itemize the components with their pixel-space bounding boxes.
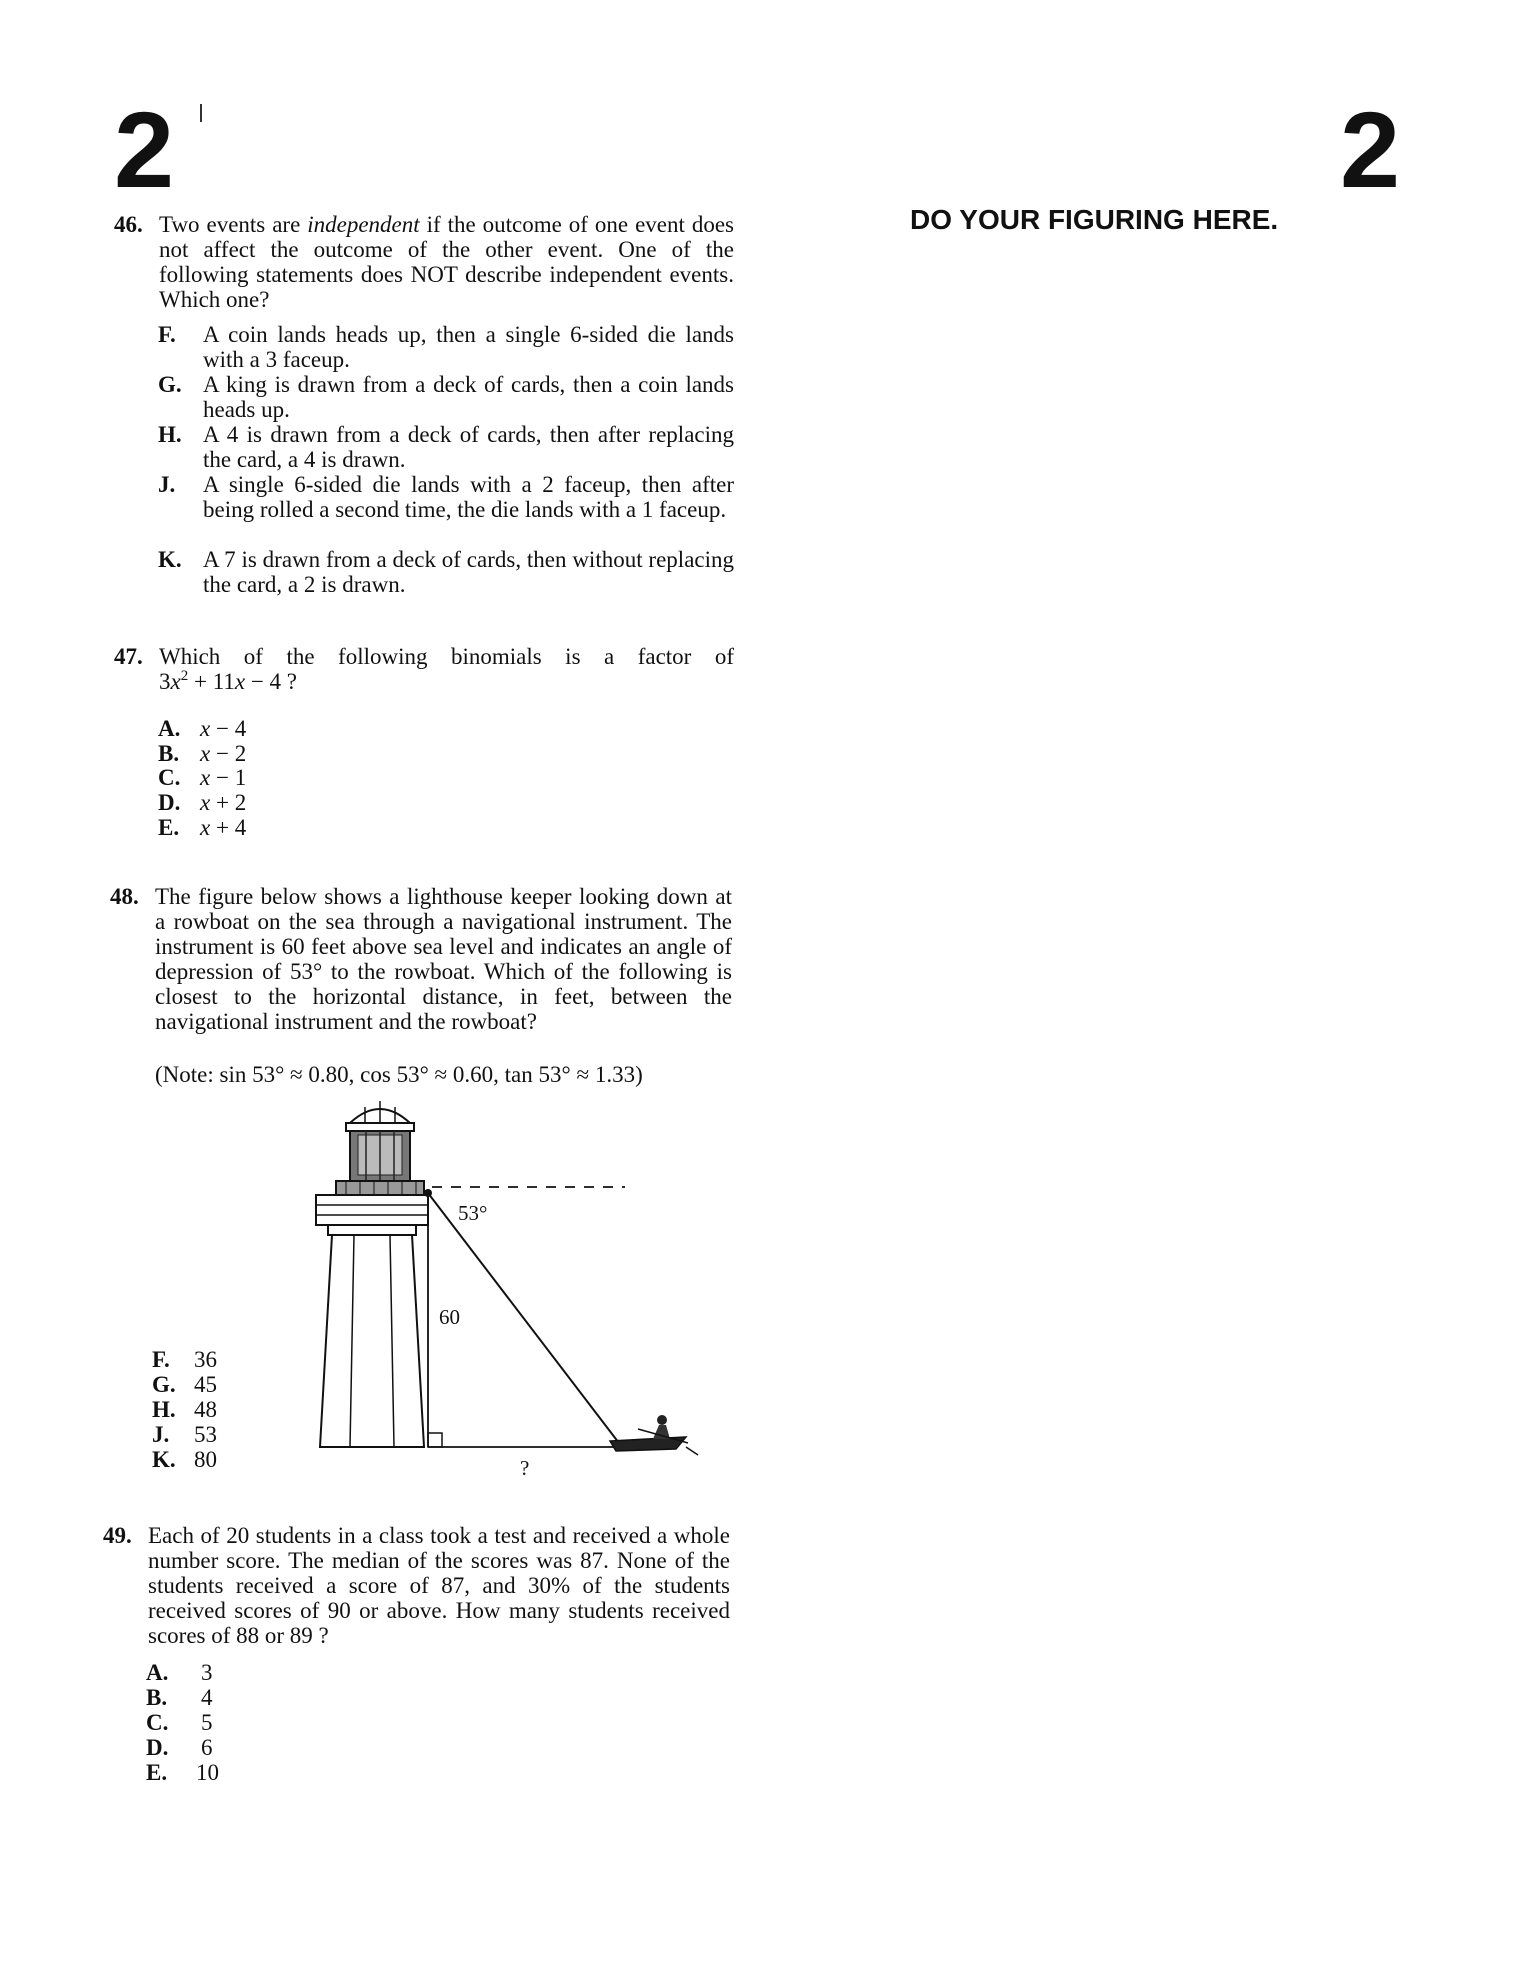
balcony-railing xyxy=(336,1181,424,1195)
question-48 xyxy=(110,884,732,1034)
option-letter: F. xyxy=(158,322,176,347)
question-stem: The figure below shows a lighthouse keeper looking down at a rowboat on the sea through a navigational instrument. The instrument is 60 feet above sea level and indicates an angle of depression of 53° to the rowboat. Which of the following is closest to the horizontal distance, in feet, between the navigational instrument and the rowboat? xyxy=(155,884,732,1034)
question-stem xyxy=(159,212,734,312)
stem-text: Which of the following binomials is a factor of xyxy=(159,644,734,669)
option-text: A king is drawn from a deck of cards, then a coin lands heads up. xyxy=(203,372,734,422)
option-text: 53 xyxy=(194,1422,217,1447)
option-text: A single 6-sided die lands with a 2 faceup, then after being rolled a second time, the die lands with a 1 faceup. xyxy=(203,472,734,522)
question-49 xyxy=(103,1523,730,1648)
option-text: x + 4 xyxy=(200,815,247,840)
section-number-right: 2 xyxy=(1340,89,1401,210)
option-text: x − 2 xyxy=(200,741,247,766)
option-text: 3 xyxy=(201,1660,213,1685)
right-angle-marker xyxy=(428,1433,442,1447)
option-text: 80 xyxy=(194,1447,217,1472)
question-stem xyxy=(159,644,734,694)
option-text: 45 xyxy=(194,1372,217,1397)
option-text: x + 2 xyxy=(200,790,247,815)
question-number: 49. xyxy=(103,1523,132,1548)
stem-emphasis: independent xyxy=(307,212,420,237)
option-text: 48 xyxy=(194,1397,217,1422)
section-number-left: 2 xyxy=(114,89,175,210)
polynomial-expression: $3x^2 + 11x - 4$ ? xyxy=(159,668,297,694)
option-text: 5 xyxy=(201,1710,213,1735)
page-mark xyxy=(200,104,202,122)
rowboat-icon xyxy=(610,1415,698,1455)
angle-label: 53° xyxy=(458,1201,488,1225)
option-text: x − 1 xyxy=(200,765,247,790)
figuring-note: DO YOUR FIGURING HERE. xyxy=(910,204,1279,235)
option-text: 10 xyxy=(196,1760,219,1785)
option-letter: H. xyxy=(158,422,182,447)
question-number: 48. xyxy=(110,884,139,909)
option-text: A 4 is drawn from a deck of cards, then after replacing the card, a 4 is drawn. xyxy=(203,422,734,472)
option-letter: K. xyxy=(158,547,182,572)
distance-label: ? xyxy=(520,1456,530,1480)
question-47 xyxy=(114,644,734,694)
question-46 xyxy=(114,212,734,312)
option-text: x − 4 xyxy=(200,716,247,741)
height-label: 60 xyxy=(439,1305,460,1329)
question-stem: Each of 20 students in a class took a test and received a whole number score. The median of the scores was 87. None of the students received a score of 87, and 30% of the students received scores of 90 or above. How many students received scores of 88 or 89 ? xyxy=(148,1523,730,1648)
lighthouse-tower xyxy=(320,1235,424,1447)
gallery xyxy=(316,1195,428,1225)
stem-text: Two events are xyxy=(159,212,301,237)
lighthouse-figure xyxy=(310,1095,710,1480)
stem-text: if the outcome of one event does not affect the outcome of the other event. One of the following statements does NOT describe independent events. Which one? xyxy=(159,212,734,312)
trig-note: (Note: sin 53° ≈ 0.80, cos 53° ≈ 0.60, tan 53° ≈ 1.33) xyxy=(155,1062,643,1087)
question-number: 46. xyxy=(114,212,143,237)
option-text: A coin lands heads up, then a single 6-sided die lands with a 3 faceup. xyxy=(203,322,734,372)
option-letter: G. xyxy=(158,372,182,397)
option-letter: J. xyxy=(158,472,176,497)
option-text: A 7 is drawn from a deck of cards, then without replacing the card, a 2 is drawn. xyxy=(203,547,734,597)
option-text: 36 xyxy=(194,1347,217,1372)
option-text: 6 xyxy=(201,1735,213,1760)
option-text: 4 xyxy=(201,1685,213,1710)
question-number: 47. xyxy=(114,644,143,669)
